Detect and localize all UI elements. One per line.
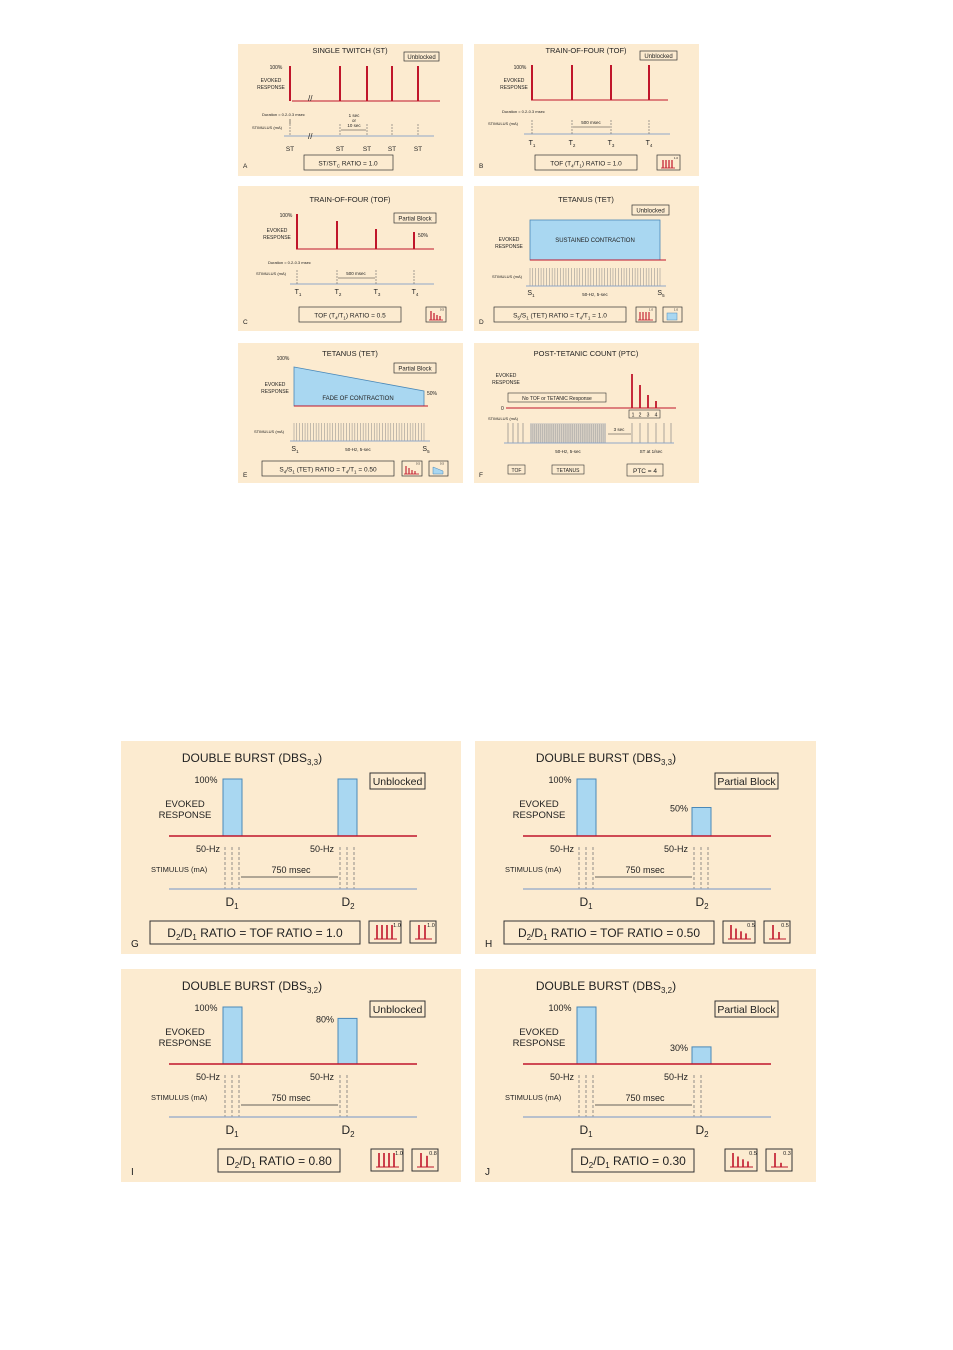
count-4: 4 bbox=[654, 412, 658, 419]
evoked-label-1: EVOKED bbox=[503, 78, 525, 84]
interval-500-label: 500 msec bbox=[581, 120, 601, 125]
percent-100-label: 100% bbox=[279, 213, 293, 219]
panel-letter: D bbox=[479, 319, 484, 326]
d1-label: $D_1$ bbox=[225, 1123, 239, 1139]
icon-value: 0.3 bbox=[783, 1151, 791, 1157]
panel-dbs-i bbox=[121, 969, 461, 1182]
status-badge-label: Partial Block bbox=[717, 776, 776, 788]
st-label: ST bbox=[413, 146, 423, 153]
break-mark: // bbox=[308, 94, 313, 103]
dbs-33-partial-diagram bbox=[475, 741, 816, 954]
tetanus-unblocked-diagram bbox=[474, 186, 699, 331]
panel-title: POST-TETANIC COUNT (PTC) bbox=[533, 349, 639, 358]
t3-label: $T_3$ bbox=[373, 289, 381, 297]
stimulus-label: STIMULUS (mA) bbox=[151, 1093, 208, 1102]
burst-2-response bbox=[692, 808, 711, 837]
three-sec-label: 3 sec bbox=[613, 427, 625, 432]
icon-value: 0.5 bbox=[749, 1151, 757, 1157]
duration-label: Duration = 0.2-0.3 msec bbox=[268, 260, 311, 265]
percent-second-label: 30% bbox=[669, 1042, 689, 1053]
panel-tof-unblocked bbox=[474, 44, 699, 176]
sustained-label: SUSTAINED CONTRACTION bbox=[555, 238, 635, 244]
tetanus-freq-label: 50-Hz, 5-sec bbox=[555, 449, 581, 454]
burst-1-response bbox=[223, 779, 242, 836]
icon-value: 1.0 bbox=[673, 307, 679, 312]
evoked-label-1: EVOKED bbox=[519, 1027, 559, 1038]
dbs-32-unblocked-diagram bbox=[121, 969, 461, 1182]
panel-letter: E bbox=[243, 472, 248, 479]
ratio-label: $D_2/D_1$ RATIO = TOF RATIO = 0.50 bbox=[517, 926, 701, 942]
status-badge-label: Unblocked bbox=[372, 1004, 423, 1016]
evoked-label-2: RESPONSE bbox=[492, 380, 520, 386]
evoked-label-2: RESPONSE bbox=[512, 810, 566, 821]
interval-750-label: 750 msec bbox=[271, 865, 311, 875]
tof-mini-icon bbox=[371, 1149, 403, 1171]
tetanic-stimulus-train bbox=[294, 423, 424, 441]
panel-title: DOUBLE BURST $(DBS_{3,3})$ bbox=[181, 751, 323, 767]
evoked-label-2: RESPONSE bbox=[158, 1038, 212, 1049]
evoked-label-1: EVOKED bbox=[266, 228, 288, 234]
stimulus-label: STIMULUS (mA) bbox=[488, 416, 518, 421]
ratio-label: $ST/ST_C$ RATIO = 1.0 bbox=[318, 160, 378, 169]
panel-title: SINGLE TWITCH (ST) bbox=[312, 46, 388, 55]
panel-post-tetanic-count bbox=[474, 343, 699, 483]
panel-single-twitch bbox=[238, 44, 463, 176]
percent-second-label: 80% bbox=[315, 1014, 335, 1025]
panel-title: TETANUS (TET) bbox=[558, 195, 614, 204]
interval-750-label: 750 msec bbox=[271, 1093, 311, 1103]
panel-title: TETANUS (TET) bbox=[322, 349, 378, 358]
panel-letter: J bbox=[485, 1167, 490, 1178]
tetanus-freq-label: 50-Hz, 5-sec bbox=[582, 292, 608, 297]
st-label: ST bbox=[285, 146, 295, 153]
stimulus-label: STIMULUS (mA) bbox=[151, 865, 208, 874]
count-2: 2 bbox=[638, 412, 642, 419]
percent-100-label: 100% bbox=[269, 65, 283, 71]
d2-label: $D_2$ bbox=[695, 1123, 709, 1139]
panel-tof-partial bbox=[238, 186, 463, 331]
single-twitch-diagram bbox=[238, 44, 463, 176]
fade-mini-icon bbox=[429, 461, 448, 476]
s5-label: $S_5$ bbox=[657, 290, 665, 298]
burst-2-freq-label: 50-Hz bbox=[309, 844, 335, 854]
status-badge-label: Unblocked bbox=[644, 54, 673, 60]
tof-mini-icon bbox=[636, 307, 656, 322]
interval-label-3: 10 sec bbox=[347, 123, 361, 128]
tetanic-stimulus-train bbox=[530, 268, 660, 286]
evoked-label-1: EVOKED bbox=[165, 1027, 205, 1038]
tof-mini-icon bbox=[657, 155, 680, 170]
evoked-label-2: RESPONSE bbox=[261, 389, 289, 395]
dbs-mini-icon bbox=[410, 921, 436, 943]
icon-value: 0.8 bbox=[429, 1151, 437, 1157]
tetanus-box-label: TETANUS bbox=[556, 468, 580, 474]
stimulus-label: STIMULUS (mA) bbox=[252, 125, 282, 130]
icon-value: 0.5 bbox=[439, 461, 445, 466]
stimulus-label: STIMULUS (mA) bbox=[492, 274, 522, 279]
tetanic-block bbox=[530, 423, 606, 443]
stimulus-label: STIMULUS (mA) bbox=[254, 429, 284, 434]
burst-1-freq-label: 50-Hz bbox=[549, 1072, 575, 1082]
zero-label: 0 bbox=[501, 406, 504, 412]
s1-label: $S_1$ bbox=[291, 446, 299, 454]
tof-unblocked-diagram bbox=[474, 44, 699, 176]
burst-1-response bbox=[577, 779, 596, 836]
panel-title: DOUBLE BURST $(DBS_{3,3})$ bbox=[535, 751, 677, 767]
percent-100-label: 100% bbox=[513, 65, 527, 71]
evoked-label-2: RESPONSE bbox=[158, 810, 212, 821]
st-label: ST bbox=[335, 146, 345, 153]
panel-dbs-g bbox=[121, 741, 461, 954]
icon-value: 0.5 bbox=[747, 923, 755, 929]
d2-label: $D_2$ bbox=[695, 895, 709, 911]
s1-label: $S_1$ bbox=[527, 290, 535, 298]
tof-mini-icon bbox=[369, 921, 401, 943]
icon-value: 0.5 bbox=[439, 307, 445, 312]
dbs-mini-icon bbox=[764, 921, 790, 943]
evoked-label-2: RESPONSE bbox=[495, 244, 523, 250]
interval-label-2: or bbox=[351, 118, 357, 123]
evoked-label-1: EVOKED bbox=[498, 237, 520, 243]
percent-50-label: 50% bbox=[417, 233, 429, 239]
burst-2-freq-label: 50-Hz bbox=[663, 1072, 689, 1082]
panel-letter: G bbox=[131, 939, 139, 950]
icon-value: 1.0 bbox=[427, 923, 435, 929]
duration-label: Duration = 0.2-0.3 msec bbox=[262, 112, 305, 117]
panel-dbs-h bbox=[475, 741, 816, 954]
t2-label: $T_2$ bbox=[334, 289, 342, 297]
ptc-diagram bbox=[474, 343, 699, 483]
status-badge-label: Partial Block bbox=[398, 216, 432, 223]
tetanus-freq-label: 50-Hz, 5-sec bbox=[345, 447, 371, 452]
status-badge-label: Partial Block bbox=[398, 366, 432, 373]
t1-label: $T_1$ bbox=[294, 289, 302, 297]
tof-partial-mini-icon bbox=[426, 307, 446, 322]
status-badge-label: Unblocked bbox=[407, 55, 436, 61]
dbs-mini-icon bbox=[766, 1149, 792, 1171]
evoked-label-1: EVOKED bbox=[165, 799, 205, 810]
tof-box-label: TOF bbox=[511, 468, 522, 474]
interval-750-label: 750 msec bbox=[625, 1093, 665, 1103]
dbs-32-partial-diagram bbox=[475, 969, 816, 1182]
interval-750-label: 750 msec bbox=[625, 865, 665, 875]
panel-letter: H bbox=[485, 939, 493, 950]
ratio-label: TOF $(T_4/T_1)$ RATIO = 1.0 bbox=[550, 160, 622, 169]
percent-second-label: 50% bbox=[669, 803, 689, 814]
count-3: 3 bbox=[646, 412, 650, 419]
icon-value: 1.0 bbox=[673, 156, 679, 160]
evoked-label-1: EVOKED bbox=[260, 78, 282, 84]
ratio-label: $S_4/S_1$ (TET) RATIO = $T_4/T_1 = 0.50$ bbox=[279, 466, 377, 475]
interval-label-1: 1 sec bbox=[348, 113, 360, 118]
status-badge-label: Unblocked bbox=[636, 208, 665, 215]
burst-1-freq-label: 50-Hz bbox=[195, 1072, 221, 1082]
evoked-label-2: RESPONSE bbox=[512, 1038, 566, 1049]
st-label: ST bbox=[387, 146, 397, 153]
icon-value: 1.0 bbox=[393, 923, 401, 929]
panel-title: DOUBLE BURST $(DBS_{3,2})$ bbox=[535, 979, 677, 995]
evoked-label-1: EVOKED bbox=[495, 373, 517, 379]
evoked-label-2: RESPONSE bbox=[263, 235, 291, 241]
break-mark: // bbox=[308, 132, 313, 141]
percent-50-label: 50% bbox=[426, 391, 438, 397]
interval-500-label: 500 msec bbox=[346, 271, 366, 276]
percent-100-label: 100% bbox=[194, 775, 218, 785]
panel-letter: F bbox=[479, 472, 483, 479]
panel-letter: A bbox=[243, 163, 248, 170]
ptc-label: PTC = 4 bbox=[632, 468, 658, 475]
stimulus-label: STIMULUS (mA) bbox=[488, 121, 518, 126]
panel-letter: B bbox=[479, 163, 484, 170]
stimulus-label: STIMULUS (mA) bbox=[256, 271, 286, 276]
burst-2-response bbox=[692, 1047, 711, 1064]
evoked-label-1: EVOKED bbox=[264, 382, 286, 388]
tof-mini-icon bbox=[723, 921, 755, 943]
evoked-label-2: RESPONSE bbox=[257, 85, 285, 91]
t2-label: $T_2$ bbox=[568, 140, 576, 148]
tof-partial-mini-icon bbox=[402, 461, 422, 476]
t3-label: $T_3$ bbox=[607, 140, 615, 148]
burst-1-freq-label: 50-Hz bbox=[549, 844, 575, 854]
panel-title: TRAIN-OF-FOUR (TOF) bbox=[309, 195, 391, 204]
t1-label: $T_1$ bbox=[528, 140, 536, 148]
burst-2-response bbox=[338, 779, 357, 836]
st-1sec-label: ST at 1/sec bbox=[639, 449, 663, 454]
d2-label: $D_2$ bbox=[341, 895, 355, 911]
panel-letter: C bbox=[243, 319, 248, 326]
ratio-label: $D_2/D_1$ RATIO = 0.30 bbox=[580, 1154, 686, 1170]
tetanus-mini-icon bbox=[663, 307, 682, 322]
ratio-label: $D_2/D_1$ RATIO = 0.80 bbox=[226, 1154, 332, 1170]
evoked-label-1: EVOKED bbox=[519, 799, 559, 810]
burst-2-response bbox=[338, 1018, 357, 1064]
duration-label: Duration = 0.2-0.3 msec bbox=[502, 109, 545, 114]
t4-label: $T_4$ bbox=[411, 289, 419, 297]
ratio-label: $D_2/D_1$ RATIO = TOF RATIO = 1.0 bbox=[167, 926, 343, 942]
status-badge-label: Unblocked bbox=[372, 776, 423, 788]
fade-label: FADE OF CONTRACTION bbox=[322, 396, 394, 402]
burst-1-freq-label: 50-Hz bbox=[195, 844, 221, 854]
st-label: ST bbox=[362, 146, 372, 153]
panel-letter: I bbox=[131, 1167, 134, 1178]
icon-value: 1.0 bbox=[648, 307, 654, 312]
icon-value: 1.0 bbox=[395, 1151, 403, 1157]
panel-title: TRAIN-OF-FOUR (TOF) bbox=[545, 46, 627, 55]
stimulus-label: STIMULUS (mA) bbox=[505, 865, 562, 874]
tetanus-partial-diagram bbox=[238, 343, 463, 483]
percent-100-label: 100% bbox=[276, 356, 290, 362]
tof-mini-icon bbox=[725, 1149, 757, 1171]
t4-label: $T_4$ bbox=[645, 140, 653, 148]
burst-2-freq-label: 50-Hz bbox=[309, 1072, 335, 1082]
tof-partial-diagram bbox=[238, 186, 463, 331]
percent-100-label: 100% bbox=[548, 775, 572, 785]
icon-value: 0.5 bbox=[781, 923, 789, 929]
dbs-mini-icon bbox=[412, 1149, 438, 1171]
d2-label: $D_2$ bbox=[341, 1123, 355, 1139]
status-badge-label: Partial Block bbox=[717, 1004, 776, 1016]
count-1: 1 bbox=[631, 412, 635, 419]
panel-title: DOUBLE BURST $(DBS_{3,2})$ bbox=[181, 979, 323, 995]
d1-label: $D_1$ bbox=[225, 895, 239, 911]
icon-value: 0.5 bbox=[415, 461, 421, 466]
burst-2-freq-label: 50-Hz bbox=[663, 844, 689, 854]
burst-1-response bbox=[223, 1007, 242, 1064]
no-response-label: No TOF or TETANIC Response bbox=[522, 396, 592, 402]
percent-100-label: 100% bbox=[548, 1003, 572, 1013]
d1-label: $D_1$ bbox=[579, 1123, 593, 1139]
burst-1-response bbox=[577, 1007, 596, 1064]
dbs-33-unblocked-diagram bbox=[121, 741, 461, 954]
panel-tetanus-partial bbox=[238, 343, 463, 483]
percent-100-label: 100% bbox=[194, 1003, 218, 1013]
stimulus-label: STIMULUS (mA) bbox=[505, 1093, 562, 1102]
ratio-label: TOF $(T_4/T_1)$ RATIO = 0.5 bbox=[314, 312, 386, 321]
d1-label: $D_1$ bbox=[579, 895, 593, 911]
ratio-label: $S_5/S_1$ (TET) RATIO = $T_4/T_1 = 1.0$ bbox=[513, 312, 607, 321]
panel-tetanus-unblocked bbox=[474, 186, 699, 331]
panel-dbs-j bbox=[475, 969, 816, 1182]
s5-label: $S_5$ bbox=[422, 446, 430, 454]
evoked-label-2: RESPONSE bbox=[500, 85, 528, 91]
